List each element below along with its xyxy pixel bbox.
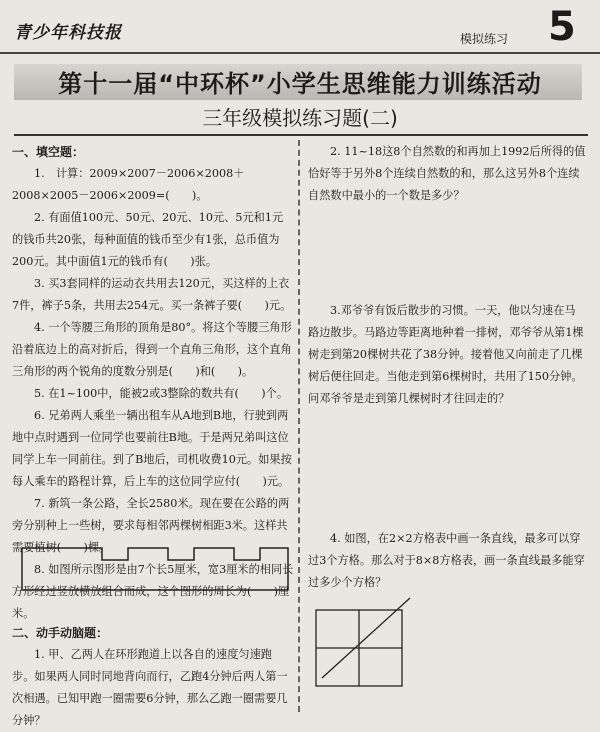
section-heading-fill-blank: 一、填空题： xyxy=(12,145,85,159)
section-heading-hands-on: 二、动手动脑题： xyxy=(12,626,109,640)
column-divider xyxy=(298,140,300,712)
question-4: 4. 一个等腰三角形的顶角是80°。将这个等腰三角形沿着底边上的高对折后，得到一个直角三角形，这个直角三角形的两个锐角的度数分别是( )和( )。 xyxy=(12,321,292,378)
grid-figure xyxy=(312,596,416,692)
page-subtitle: 三年级模拟练习题(二) xyxy=(202,106,398,130)
question-2: 2. 有面值100元、50元、20元、10元、5元和1元的钱币共20张，每种面值的钱币至少有1张，总币值为200元。其中面值1元的钱币有( )张。 xyxy=(12,211,284,268)
question-8: 8. 如图所示图形是由7个长5厘米，宽3厘米的相同长方形经过竖放横放组合而成，这个图形的周长为( )厘米。 xyxy=(12,563,294,620)
page-title: 第十一届“中环杯”小学生思维能力训练活动 xyxy=(58,70,542,98)
right-question-2-text: 2. 11~18这8个自然数的和再加上1992后所得的值恰好等于另外8个连续自然数的和，那么这另外8个连续自然数中最小的一个数是多少？ xyxy=(308,145,586,202)
question-3: 3. 买3套同样的运动衣共用去120元，买这样的上衣7件，裤子5条，共用去254元。买一条裤子要( )元。 xyxy=(12,277,292,312)
rectangles-figure xyxy=(20,540,292,596)
right-question-4 xyxy=(308,528,586,594)
right-question-4-text: 4. 如图，在2×2方格表中画一条直线，最多可以穿过3个方格。那么对于8×8方格表，画一条直线最多能穿过多少个方格？ xyxy=(308,532,585,589)
hands-on-question-1: 1. 甲、乙两人在环形跑道上以各自的速度匀速跑步。如果两人同时同地背向而行，乙跑4分钟后两人第一次相遇。已知甲跑一圈需要6分钟，那么乙跑一圈需要几分钟？ xyxy=(12,648,288,727)
title-rule xyxy=(14,134,588,136)
left-bottom-block xyxy=(12,622,294,732)
section-label: 模拟练习 xyxy=(460,32,509,46)
right-question-3-text: 3.邓爷爷有饭后散步的习惯。一天，他以匀速在马路边散步。马路边等距离地种着一排树，邓爷爷从第1棵树走到第20棵树共花了38分钟。接着他又向前走了几棵树后便往回走。当他走到第6棵树时，共用了150分钟。问邓爷爷是走到第几棵树时才往回走的？ xyxy=(308,304,584,405)
question-6: 6. 兄弟两人乘坐一辆出租车从A地到B地，行驶到两地中点时遇到一位同学也要前往B地。于是两兄弟叫这位同学上车一同前往。到了B地后，司机收费10元。如果按每人乘车的路程计算，后上车的这位同学应付( )元。 xyxy=(12,409,292,488)
question-5: 5. 在1~100中，能被2或3整除的数共有( )个。 xyxy=(34,387,289,400)
right-question-3 xyxy=(308,300,586,410)
page-number: 5 xyxy=(548,4,576,50)
question-7: 7. 新筑一条公路，全长2580米。现在要在公路的两旁分别种上一些树，要求每相邻两棵树相距3米。这样共需要植树( )棵。 xyxy=(12,497,290,554)
newspaper-brand: 青少年科技报 xyxy=(14,23,122,43)
right-question-2 xyxy=(308,141,586,207)
question-1: 1. 计算：2009×2007－2006×2008＋2008×2005－2006×2009=( )。 xyxy=(12,167,245,202)
